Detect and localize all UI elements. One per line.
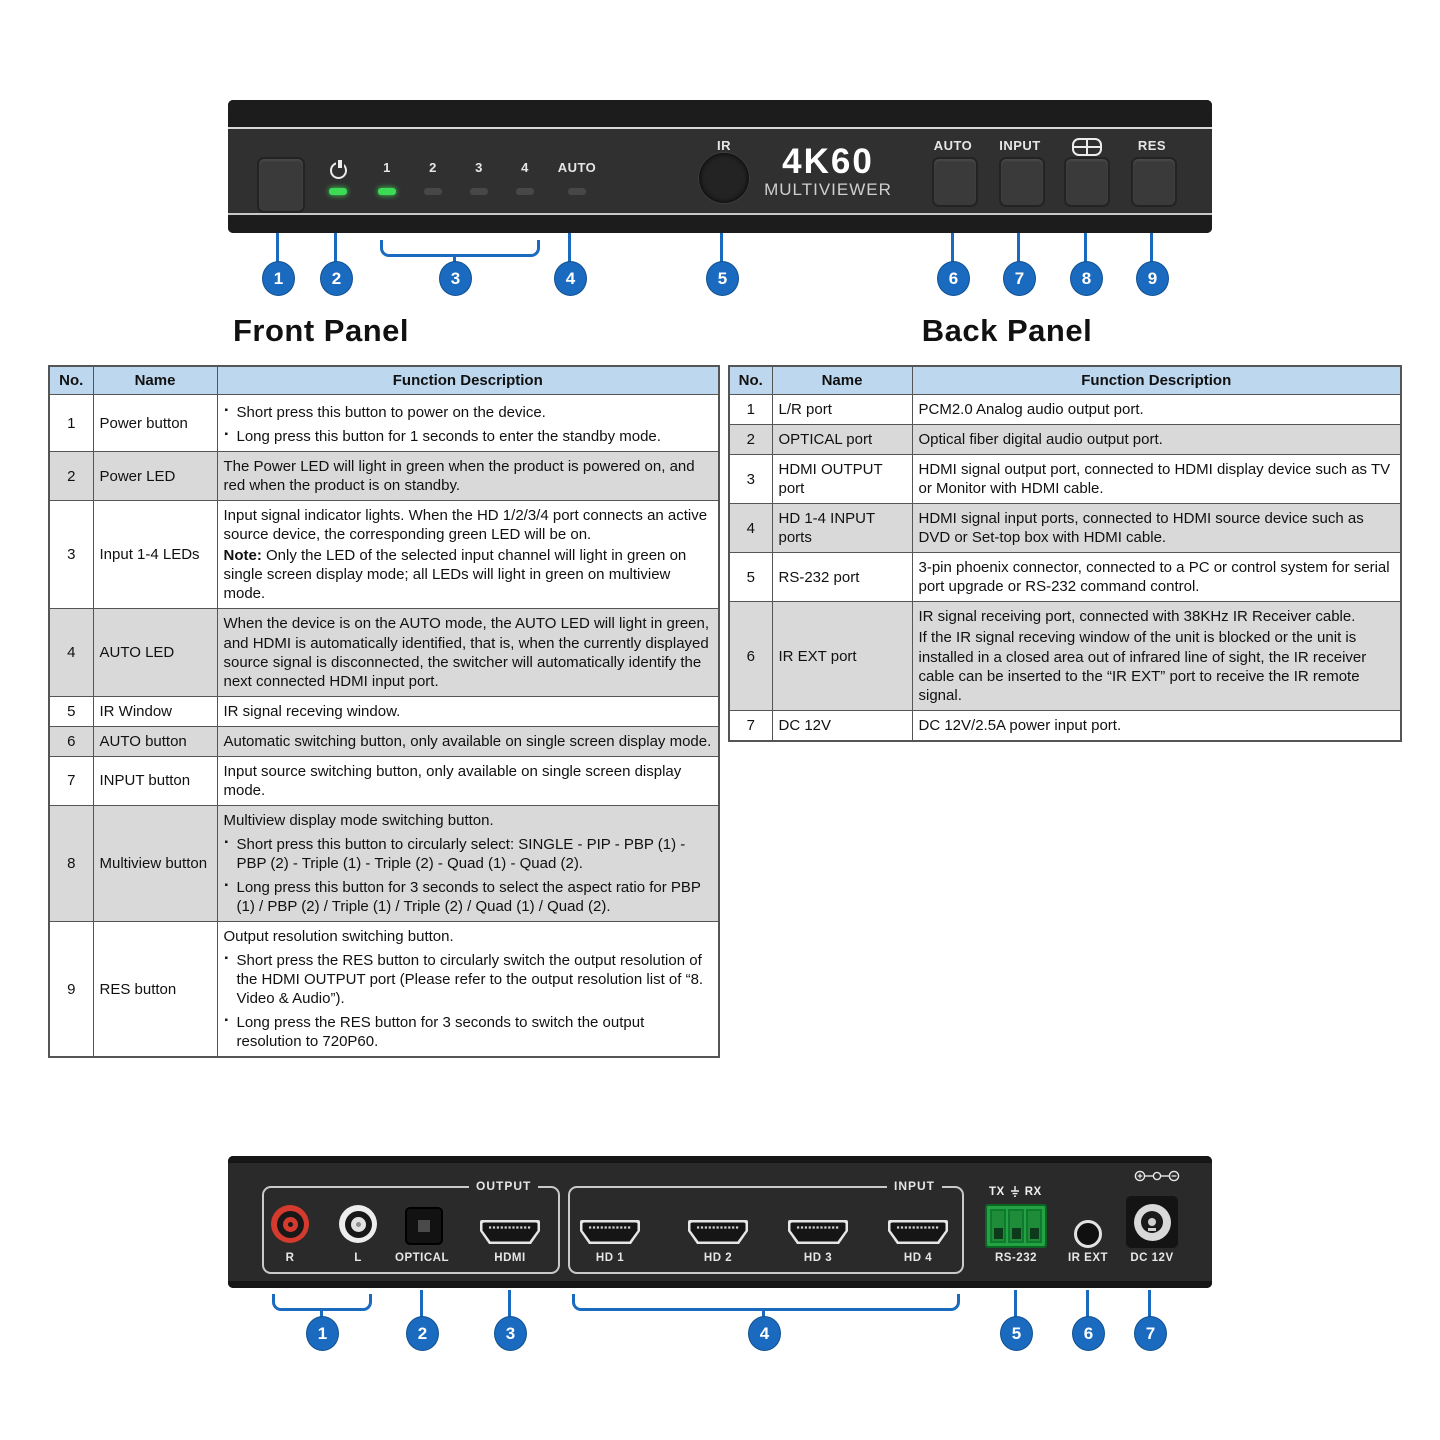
note-label: Note: [223,547,262,565]
optical-port [405,1207,443,1245]
rca-ring [277,1211,304,1238]
input-led-label-1: 1 [383,160,391,175]
table-head [49,366,719,395]
back-panel-image [228,1156,1212,1288]
callout-line [420,1290,423,1317]
callout-line [334,233,337,262]
hd1-label: HD 1 [595,1252,625,1264]
back-callout-3: 3 [494,1316,527,1351]
row-name: OPTICAL port [772,425,912,455]
phoenix-slot [1026,1209,1042,1243]
auto-led [568,188,586,195]
desc-text: Long press this button for 1 seconds to enter the standby mode. [236,428,661,446]
row-desc [912,395,1401,425]
desc-paragraph [224,951,713,1008]
desc-paragraph [919,509,1395,547]
row-no: 6 [49,726,93,756]
table-row [729,710,1401,741]
front-table-mount [48,365,720,1058]
rca-r-label: R [285,1252,295,1264]
auto-button-label: AUTO [933,138,973,153]
row-name: HDMI OUTPUT port [772,455,912,504]
desc-paragraph [224,927,713,946]
table-row [49,609,719,696]
hd3-label: HD 3 [803,1252,833,1264]
table-body [729,395,1401,741]
table-row [729,553,1401,602]
logo-4k60: 4K60 [782,142,874,181]
input-led-3 [470,188,488,195]
row-desc [912,710,1401,741]
back-bottom-edge [228,1281,1212,1288]
polarity-icon [1134,1169,1180,1183]
table-row [729,455,1401,504]
input-group-label: INPUT [887,1179,942,1193]
desc-text: Long press this button for 3 seconds to select the aspect ratio for PBP (1) / PBP (2) / Triple (1) / Triple (2) / Quad (1) / Quad (2). [236,878,701,916]
hd1-input-port [579,1219,641,1245]
column-header: Name [93,366,217,395]
phoenix-hole [994,1228,1003,1239]
input-led-label-4: 4 [521,160,529,175]
dc-12v-port [1126,1196,1178,1248]
phoenix-slot [1008,1209,1024,1243]
ir-ext-label: IR EXT [1067,1252,1109,1264]
rca-hole [288,1222,293,1227]
back-callout-6: 6 [1072,1316,1105,1351]
row-name: AUTO LED [93,609,217,696]
callout-line [568,233,571,262]
hd2-label: HD 2 [703,1252,733,1264]
front-callout-7: 7 [1003,261,1036,296]
column-header: Function Description [217,366,719,395]
back-top-edge [228,1156,1212,1163]
callout-bracket [380,240,540,257]
row-no: 4 [729,504,772,553]
callout-line [508,1290,511,1317]
front-callout-1: 1 [262,261,295,296]
header-row [49,366,719,395]
row-desc [217,756,719,805]
desc-paragraph [919,430,1395,449]
optical-inner [418,1220,430,1232]
row-name: DC 12V [772,710,912,741]
input-led-2 [424,188,442,195]
row-name: IR Window [93,696,217,726]
rs232-port [985,1204,1047,1248]
desc-paragraph [224,427,713,446]
desc-text: Only the LED of the selected input channel will light in green on single screen display mode; all LEDs will light in green on multiview mode. [223,547,687,603]
desc-text: Input source switching button, only available on single screen display mode. [223,762,682,799]
callout-line [720,233,723,262]
row-desc [217,609,719,696]
table-row [729,504,1401,553]
res-button-label: RES [1137,138,1167,153]
row-desc [912,553,1401,602]
table-body [49,395,719,1058]
back-callout-1: 1 [306,1316,339,1351]
power-icon-stem [336,160,343,168]
power-led [329,188,347,195]
table-row [49,805,719,921]
callout-line [951,233,954,262]
front-callout-6: 6 [937,261,970,296]
callout-line [1150,233,1153,262]
back-panel-title: Back Panel [921,313,1093,348]
row-name: RES button [93,922,217,1058]
hd2-input-port [687,1219,749,1245]
desc-text: HDMI signal input ports, connected to HDMI source device such as DVD or Set-top box with HDMI cable. [918,510,1364,547]
row-desc [912,504,1401,553]
desc-text: 3-pin phoenix connector, connected to a PC or control system for serial port upgrade or RS-232 command control. [918,559,1390,596]
row-no: 8 [49,805,93,921]
front-callout-2: 2 [320,261,353,296]
power-button [257,157,305,213]
table-row [49,452,719,501]
multiview-button [1064,157,1110,207]
row-desc [217,922,719,1058]
desc-text: Output resolution switching button. [223,928,454,946]
row-name: Input 1-4 LEDs [93,501,217,609]
auto-button [932,157,978,207]
callout-line [1014,1290,1017,1317]
multiview-icon [1072,138,1102,156]
row-desc [217,501,719,609]
row-desc [217,696,719,726]
desc-text: Short press this button to power on the device. [236,404,546,422]
desc-text: HDMI signal output port, connected to HDMI display device such as TV or Monitor with HDMI cable. [918,461,1391,498]
front-panel-table [48,365,720,1058]
output-group-label: OUTPUT [469,1179,538,1193]
bullet-icon: ▪ [224,405,229,417]
table-row [49,922,719,1058]
callout-line [1017,233,1020,262]
row-desc [217,452,719,501]
desc-paragraph [224,762,713,800]
callout-line [276,233,279,262]
row-desc [912,602,1401,710]
column-header: No. [729,366,772,395]
desc-paragraph [224,835,713,873]
rca-l-port [339,1205,377,1243]
desc-text: IR signal receiving port, connected with 38KHz IR Receiver cable. [918,608,1356,626]
phoenix-hole [1012,1228,1021,1239]
row-no: 6 [729,602,772,710]
rca-hole [356,1222,361,1227]
dc-ring [1134,1204,1171,1241]
desc-paragraph [224,403,713,422]
desc-paragraph [919,628,1395,704]
input-button [999,157,1045,207]
back-callout-4: 4 [748,1316,781,1351]
desc-paragraph [919,400,1395,419]
row-no: 5 [49,696,93,726]
table-head [729,366,1401,395]
desc-paragraph [224,811,713,830]
auto-led-label: AUTO [557,160,597,175]
desc-text: When the device is on the AUTO mode, the AUTO LED will light in green, and HDMI is automatically identified, that is, when the currently displayed source signal is disconnected, the switcher will automatically identify the next connected HDMI input port. [223,615,710,690]
back-callout-5: 5 [1000,1316,1033,1351]
front-callout-4: 4 [554,261,587,296]
input-led-label-2: 2 [429,160,437,175]
bullet-icon: ▪ [224,836,229,848]
back-callout-7: 7 [1134,1316,1167,1351]
rx-label: RX [1024,1186,1042,1198]
phoenix-hole [1030,1228,1039,1239]
front-bottom-edge [228,215,1212,233]
row-no: 3 [729,455,772,504]
input-led-4 [516,188,534,195]
column-header: No. [49,366,93,395]
row-no: 3 [49,501,93,609]
column-header: Function Description [912,366,1401,395]
hd3-input-port [787,1219,849,1245]
desc-paragraph [224,732,713,751]
desc-text: The Power LED will light in green when the product is powered on, and red when the product is on standby. [223,458,695,495]
table-row [729,425,1401,455]
row-name: AUTO button [93,726,217,756]
desc-text: Optical fiber digital audio output port. [918,431,1163,449]
row-name: Power button [93,395,217,452]
phoenix-slot [990,1209,1006,1243]
desc-text: If the IR signal receving window of the unit is blocked or the unit is installed in a closed area out of infrared line of sight, the IR receiver cable can be inserted to the “IR EXT” port to receive the IR remote signal. [918,629,1367,704]
table-row [49,501,719,609]
dc-barrel [1141,1211,1163,1233]
tx-label: TX [989,1186,1005,1198]
dc-notch [1148,1228,1156,1231]
rca-center [351,1217,366,1232]
ir-ext-port [1074,1220,1102,1248]
desc-paragraph [224,506,713,544]
row-name: HD 1-4 INPUT ports [772,504,912,553]
desc-paragraph [224,546,713,603]
table-row [49,696,719,726]
front-top-edge [228,100,1212,127]
front-callout-3: 3 [439,261,472,296]
table-row [49,726,719,756]
desc-text: DC 12V/2.5A power input port. [918,716,1122,734]
optical-label: OPTICAL [395,1252,449,1264]
desc-paragraph [919,607,1395,626]
dc-12v-label: DC 12V [1130,1252,1174,1264]
row-no: 7 [49,756,93,805]
table-row [729,602,1401,710]
desc-paragraph [919,558,1395,596]
desc-text: Automatic switching button, only available on single screen display mode. [223,732,712,750]
desc-text: Multiview display mode switching button. [223,811,494,829]
row-no: 4 [49,609,93,696]
desc-paragraph [919,716,1395,735]
bullet-icon: ▪ [224,1015,229,1027]
desc-text: Long press the RES button for 3 seconds to switch the output resolution to 720P60. [236,1014,645,1051]
callout-line [1148,1290,1151,1317]
row-desc [912,455,1401,504]
hd4-input-port [887,1219,949,1245]
row-no: 2 [729,425,772,455]
front-callout-5: 5 [706,261,739,296]
hd4-label: HD 4 [903,1252,933,1264]
ground-icon [1010,1186,1020,1198]
row-no: 1 [49,395,93,452]
front-callout-8: 8 [1070,261,1103,296]
bullet-icon: ▪ [224,953,229,965]
row-desc [912,425,1401,455]
front-separator-line [228,127,1212,129]
input-led-1 [378,188,396,195]
dc-pin [1148,1218,1156,1226]
res-button [1131,157,1177,207]
desc-paragraph [224,614,713,690]
table-row [49,395,719,452]
back-panel-table [728,365,1402,742]
desc-text: Input signal indicator lights. When the HD 1/2/3/4 port connects an active source device, the corresponding green LED will be on. [223,507,708,544]
desc-text: Short press this button to circularly select: SINGLE - PIP - PBP (1) - PBP (2) - Triple (1) - Triple (2) - Quad (1) - Quad (2). [236,835,686,872]
desc-text: IR signal receving window. [223,702,401,720]
front-callout-9: 9 [1136,261,1169,296]
row-desc [217,726,719,756]
row-name: INPUT button [93,756,217,805]
hdmi-label: HDMI [494,1252,526,1264]
desc-paragraph [919,460,1395,498]
hdmi-output-port [479,1219,541,1245]
table-row [49,756,719,805]
input-button-label: INPUT [999,138,1041,153]
rca-ring [345,1211,372,1238]
bullet-icon: ▪ [224,879,229,891]
header-row [729,366,1401,395]
rca-r-port [271,1205,309,1243]
logo-multiviewer: MULTIVIEWER [764,180,892,199]
row-name: IR EXT port [772,602,912,710]
rca-center [283,1217,298,1232]
front-panel-title: Front Panel [232,313,409,348]
input-led-label-3: 3 [475,160,483,175]
row-no: 5 [729,553,772,602]
desc-text: PCM2.0 Analog audio output port. [918,401,1144,419]
back-table-mount [728,365,1402,742]
callout-bracket [572,1294,960,1311]
front-panel-image [228,100,1212,233]
rs232-label: RS-232 [995,1252,1037,1264]
rca-l-label: L [354,1252,362,1264]
table-row [729,395,1401,425]
callout-line [1084,233,1087,262]
desc-paragraph [224,878,713,916]
column-header: Name [772,366,912,395]
row-name: Multiview button [93,805,217,921]
row-name: L/R port [772,395,912,425]
row-no: 9 [49,922,93,1058]
ir-label: IR [717,138,731,153]
desc-paragraph [224,457,713,495]
desc-text: Short press the RES button to circularly switch the output resolution of the HDMI OUTPUT port (Please refer to the output resolution list of “8. Video & Audio”). [236,952,704,1008]
power-icon [330,160,346,176]
row-desc [217,805,719,921]
desc-paragraph [224,1013,713,1051]
row-desc [217,395,719,452]
row-name: RS-232 port [772,553,912,602]
back-callout-2: 2 [406,1316,439,1351]
row-no: 7 [729,710,772,741]
bullet-icon: ▪ [224,429,229,441]
row-no: 2 [49,452,93,501]
row-name: Power LED [93,452,217,501]
row-no: 1 [729,395,772,425]
desc-paragraph [224,702,713,721]
serial-pin-labels [989,1186,1042,1198]
callout-line [1086,1290,1089,1317]
